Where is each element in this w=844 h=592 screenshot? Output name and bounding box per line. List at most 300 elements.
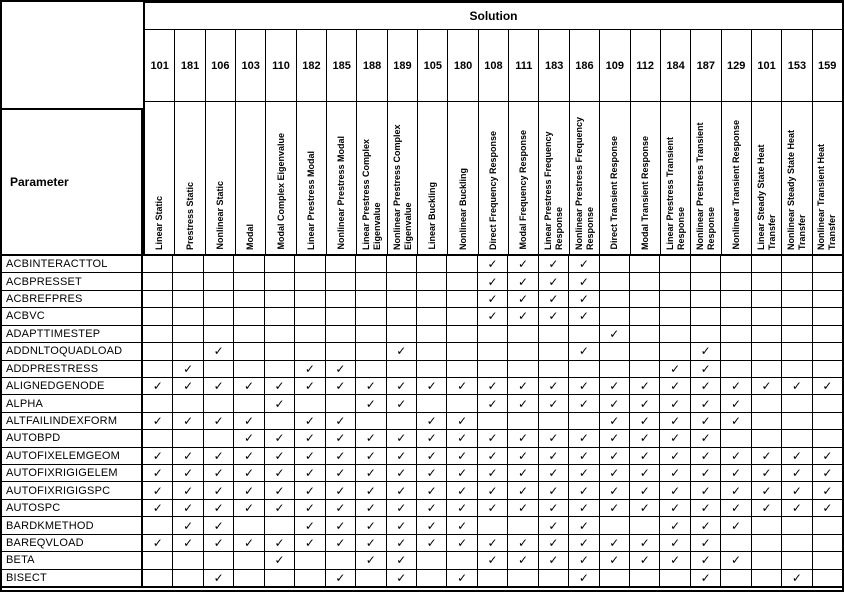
check-icon: ✓ — [670, 448, 681, 463]
check-cell — [447, 482, 477, 498]
solution-name-row — [143, 102, 842, 256]
check-cell — [234, 256, 264, 272]
check-icon: ✓ — [791, 483, 802, 498]
check-cell — [204, 378, 234, 394]
check-icon: ✓ — [548, 501, 559, 516]
check-cell — [782, 482, 812, 498]
check-cell — [691, 361, 721, 377]
check-cell — [478, 395, 508, 411]
check-cell — [813, 256, 842, 272]
check-icon: ✓ — [731, 379, 742, 394]
check-cell — [143, 343, 173, 359]
solution-number-cell: 182 — [297, 30, 327, 101]
check-cell — [478, 465, 508, 481]
parameter-row — [2, 273, 842, 290]
check-cell — [691, 273, 721, 289]
check-icon: ✓ — [578, 518, 589, 533]
check-cell — [569, 570, 599, 586]
check-cell — [417, 448, 447, 464]
check-icon: ✓ — [517, 274, 528, 289]
check-icon: ✓ — [761, 483, 772, 498]
check-cell — [752, 361, 782, 377]
solution-name-label: Prestress Static — [184, 181, 195, 250]
check-icon: ✓ — [517, 309, 528, 324]
check-cell — [539, 343, 569, 359]
check-cell — [234, 500, 264, 516]
solution-number-row — [143, 30, 842, 102]
check-cell — [417, 430, 447, 446]
check-cell — [265, 570, 295, 586]
check-cell — [630, 500, 660, 516]
parameter-row — [2, 465, 842, 482]
check-icon: ✓ — [335, 501, 346, 516]
check-cell — [295, 361, 325, 377]
check-icon: ✓ — [761, 466, 772, 481]
check-cell — [782, 430, 812, 446]
check-cell — [447, 517, 477, 533]
check-icon: ✓ — [274, 379, 285, 394]
check-icon: ✓ — [183, 414, 194, 428]
check-cell — [660, 430, 690, 446]
check-cell — [173, 256, 203, 272]
check-cell — [447, 465, 477, 481]
check-icon: ✓ — [609, 553, 620, 568]
solution-number-cell: 129 — [722, 30, 752, 101]
check-icon: ✓ — [731, 501, 742, 516]
check-icon: ✓ — [152, 448, 163, 463]
check-cell — [782, 465, 812, 481]
check-cell — [143, 378, 173, 394]
check-cell — [539, 482, 569, 498]
check-cell — [630, 430, 660, 446]
check-cell — [356, 308, 386, 324]
parameter-row — [2, 430, 842, 447]
check-icon: ✓ — [213, 483, 224, 498]
check-icon: ✓ — [517, 501, 528, 516]
solution-number-cell: 103 — [236, 30, 266, 101]
check-cell — [782, 343, 812, 359]
check-icon: ✓ — [457, 431, 468, 446]
check-icon: ✓ — [183, 501, 194, 516]
check-icon: ✓ — [396, 535, 407, 550]
check-icon: ✓ — [183, 466, 194, 481]
check-cell — [508, 552, 538, 568]
check-cell — [387, 395, 417, 411]
check-icon: ✓ — [700, 466, 711, 481]
check-cell — [265, 291, 295, 307]
check-cell — [265, 395, 295, 411]
check-cell — [539, 535, 569, 551]
check-icon: ✓ — [335, 448, 346, 463]
check-cell — [660, 256, 690, 272]
check-cell — [143, 465, 173, 481]
check-icon: ✓ — [639, 414, 650, 428]
check-cell — [204, 273, 234, 289]
check-cell — [691, 482, 721, 498]
check-icon: ✓ — [426, 535, 437, 550]
check-icon: ✓ — [578, 466, 589, 481]
check-cell — [234, 343, 264, 359]
check-cell — [204, 291, 234, 307]
solution-name-header — [297, 102, 327, 254]
solution-name-label: Direct Transient Response — [609, 136, 620, 250]
check-cell — [356, 517, 386, 533]
solution-name-label: Nonlinear Transient Response — [730, 120, 741, 250]
check-icon: ✓ — [700, 570, 711, 585]
check-cell — [782, 291, 812, 307]
check-cell — [234, 430, 264, 446]
check-icon: ✓ — [487, 292, 498, 307]
check-cell — [782, 413, 812, 429]
check-cell — [630, 413, 660, 429]
check-cell — [204, 482, 234, 498]
check-cell — [660, 448, 690, 464]
check-cell — [630, 378, 660, 394]
check-icon: ✓ — [304, 518, 315, 533]
parameter-header — [2, 108, 143, 256]
check-icon: ✓ — [670, 414, 681, 428]
check-icon: ✓ — [517, 379, 528, 394]
check-cell — [721, 308, 751, 324]
check-cell — [326, 308, 356, 324]
check-cell — [356, 378, 386, 394]
solution-number-cell: 187 — [691, 30, 721, 101]
check-cell — [265, 343, 295, 359]
check-cell — [326, 465, 356, 481]
check-cell — [204, 326, 234, 342]
check-cell — [387, 326, 417, 342]
check-cell — [813, 465, 842, 481]
check-icon: ✓ — [274, 466, 285, 481]
check-cell — [234, 326, 264, 342]
check-cell — [204, 343, 234, 359]
check-cell — [417, 570, 447, 586]
check-cell — [478, 343, 508, 359]
check-icon: ✓ — [670, 361, 681, 376]
check-cell — [569, 256, 599, 272]
check-cell — [752, 430, 782, 446]
check-icon: ✓ — [274, 431, 285, 446]
solution-number-cell: 108 — [479, 30, 509, 101]
solution-name-header — [266, 102, 296, 254]
solution-header-label: Solution — [469, 9, 518, 23]
check-cell — [356, 395, 386, 411]
check-icon: ✓ — [213, 570, 224, 585]
check-cell — [417, 308, 447, 324]
check-cell — [721, 570, 751, 586]
check-cell — [630, 395, 660, 411]
check-icon: ✓ — [609, 466, 620, 481]
solution-name-header — [539, 102, 569, 254]
check-cell — [600, 482, 630, 498]
check-cell — [721, 430, 751, 446]
check-icon: ✓ — [578, 431, 589, 446]
check-cell — [630, 291, 660, 307]
check-icon: ✓ — [365, 483, 376, 498]
check-cell — [660, 291, 690, 307]
solution-name-label: Linear Prestress Modal — [305, 150, 316, 250]
parameter-row — [2, 378, 842, 395]
check-cell — [265, 535, 295, 551]
check-icon: ✓ — [396, 501, 407, 516]
check-icon: ✓ — [335, 379, 346, 394]
check-cell — [539, 552, 569, 568]
check-icon: ✓ — [761, 501, 772, 516]
check-icon: ✓ — [548, 535, 559, 550]
check-icon: ✓ — [304, 501, 315, 516]
check-icon: ✓ — [244, 431, 255, 446]
check-icon: ✓ — [335, 483, 346, 498]
check-icon: ✓ — [457, 535, 468, 550]
check-cell — [600, 413, 630, 429]
check-icon: ✓ — [517, 431, 528, 446]
check-cell — [600, 570, 630, 586]
check-cell — [447, 256, 477, 272]
check-cell — [630, 361, 660, 377]
check-cell — [447, 291, 477, 307]
check-cell — [447, 378, 477, 394]
check-cell — [569, 482, 599, 498]
check-icon: ✓ — [517, 448, 528, 463]
check-cell — [265, 256, 295, 272]
check-cell — [691, 395, 721, 411]
check-icon: ✓ — [548, 483, 559, 498]
check-cell — [660, 378, 690, 394]
check-cell — [721, 361, 751, 377]
solution-number-cell: 112 — [631, 30, 661, 101]
check-cell — [813, 552, 842, 568]
check-cell — [143, 448, 173, 464]
check-cell — [204, 570, 234, 586]
check-cell — [173, 500, 203, 516]
check-cell — [326, 413, 356, 429]
parameter-name-cell: BAREQVLOAD — [2, 535, 143, 551]
solution-number-cell: 180 — [448, 30, 478, 101]
check-cell — [478, 430, 508, 446]
check-cell — [721, 343, 751, 359]
check-cell — [387, 448, 417, 464]
check-cell — [752, 343, 782, 359]
check-icon: ✓ — [639, 553, 650, 568]
solution-name-header — [448, 102, 478, 254]
check-cell — [265, 326, 295, 342]
check-cell — [295, 413, 325, 429]
check-cell — [173, 448, 203, 464]
check-cell — [478, 256, 508, 272]
check-cell — [782, 448, 812, 464]
check-cell — [782, 273, 812, 289]
check-icon: ✓ — [822, 448, 833, 463]
check-cell — [691, 535, 721, 551]
check-icon: ✓ — [426, 518, 437, 533]
check-cell — [143, 535, 173, 551]
check-icon: ✓ — [517, 553, 528, 568]
check-cell — [660, 500, 690, 516]
check-cell — [295, 430, 325, 446]
check-cell — [478, 326, 508, 342]
check-icon: ✓ — [731, 448, 742, 463]
check-cell — [356, 343, 386, 359]
check-cell — [752, 256, 782, 272]
check-cell — [569, 395, 599, 411]
check-icon: ✓ — [700, 344, 711, 359]
check-cell — [721, 552, 751, 568]
parameter-name-cell: ALIGNEDGENODE — [2, 378, 143, 394]
solution-name-header — [691, 102, 721, 254]
check-icon: ✓ — [426, 448, 437, 463]
check-icon: ✓ — [152, 414, 163, 428]
check-cell — [295, 273, 325, 289]
check-cell — [508, 256, 538, 272]
check-cell — [782, 256, 812, 272]
parameter-name-cell: ACBREFPRES — [2, 291, 143, 307]
check-icon: ✓ — [700, 501, 711, 516]
check-icon: ✓ — [426, 431, 437, 446]
check-cell — [782, 395, 812, 411]
check-icon: ✓ — [548, 396, 559, 411]
check-cell — [143, 482, 173, 498]
check-cell — [356, 552, 386, 568]
check-icon: ✓ — [578, 292, 589, 307]
check-icon: ✓ — [700, 535, 711, 550]
check-cell — [813, 308, 842, 324]
check-cell — [752, 552, 782, 568]
solution-name-header — [570, 102, 600, 254]
check-icon: ✓ — [365, 501, 376, 516]
check-icon: ✓ — [670, 379, 681, 394]
check-icon: ✓ — [457, 448, 468, 463]
check-cell — [691, 326, 721, 342]
check-icon: ✓ — [244, 414, 255, 428]
check-cell — [508, 517, 538, 533]
check-cell — [600, 465, 630, 481]
check-icon: ✓ — [548, 553, 559, 568]
check-icon: ✓ — [426, 466, 437, 481]
check-cell — [660, 570, 690, 586]
parameter-row — [2, 535, 842, 552]
check-icon: ✓ — [822, 466, 833, 481]
parameter-grid — [2, 256, 842, 588]
check-cell — [630, 570, 660, 586]
check-cell — [508, 448, 538, 464]
check-cell — [691, 343, 721, 359]
check-icon: ✓ — [548, 431, 559, 446]
check-icon: ✓ — [335, 431, 346, 446]
check-icon: ✓ — [791, 466, 802, 481]
check-icon: ✓ — [457, 466, 468, 481]
check-cell — [600, 500, 630, 516]
parameter-name-cell: AUTOFIXRIGIGELEM — [2, 465, 143, 481]
check-icon: ✓ — [487, 535, 498, 550]
check-icon: ✓ — [731, 483, 742, 498]
check-cell — [691, 256, 721, 272]
check-cell — [721, 378, 751, 394]
solution-name-header — [631, 102, 661, 254]
check-icon: ✓ — [487, 483, 498, 498]
check-icon: ✓ — [609, 414, 620, 428]
check-cell — [295, 570, 325, 586]
check-cell — [539, 395, 569, 411]
check-cell — [630, 448, 660, 464]
check-icon: ✓ — [639, 379, 650, 394]
check-cell — [265, 517, 295, 533]
parameter-row — [2, 552, 842, 569]
check-cell — [508, 291, 538, 307]
check-cell — [813, 430, 842, 446]
check-cell — [173, 552, 203, 568]
check-cell — [295, 308, 325, 324]
check-cell — [447, 308, 477, 324]
solution-number-cell: 188 — [357, 30, 387, 101]
check-cell — [691, 308, 721, 324]
solution-number-cell: 153 — [782, 30, 812, 101]
solution-number-cell: 101 — [145, 30, 175, 101]
solution-number-cell: 105 — [418, 30, 448, 101]
solution-number-cell: 106 — [206, 30, 236, 101]
check-icon: ✓ — [639, 448, 650, 463]
solution-name-label: Modal — [245, 224, 256, 250]
check-icon: ✓ — [578, 257, 589, 272]
check-cell — [387, 308, 417, 324]
solution-name-header — [418, 102, 448, 254]
check-cell — [752, 273, 782, 289]
check-icon: ✓ — [517, 483, 528, 498]
solution-name-label: Modal Transient Response — [639, 135, 650, 250]
parameter-name-cell: ACBVC — [2, 308, 143, 324]
check-cell — [387, 430, 417, 446]
check-cell — [691, 448, 721, 464]
check-cell — [447, 343, 477, 359]
solution-name-label: Modal Frequency Response — [518, 130, 529, 250]
solution-name-header — [813, 102, 842, 254]
check-cell — [600, 552, 630, 568]
check-cell — [508, 482, 538, 498]
check-icon: ✓ — [457, 483, 468, 498]
check-cell — [721, 500, 751, 516]
check-cell — [326, 291, 356, 307]
check-cell — [600, 273, 630, 289]
check-cell — [417, 482, 447, 498]
check-cell — [539, 448, 569, 464]
check-cell — [752, 482, 782, 498]
check-cell — [752, 326, 782, 342]
check-icon: ✓ — [670, 518, 681, 533]
check-icon: ✓ — [335, 570, 346, 585]
check-icon: ✓ — [152, 379, 163, 394]
check-cell — [752, 378, 782, 394]
check-cell — [204, 448, 234, 464]
check-cell — [478, 378, 508, 394]
solution-name-header — [661, 102, 691, 254]
check-cell — [569, 535, 599, 551]
check-icon: ✓ — [244, 501, 255, 516]
solution-number-cell: 101 — [752, 30, 782, 101]
check-cell — [569, 273, 599, 289]
check-cell — [204, 361, 234, 377]
check-cell — [326, 552, 356, 568]
check-icon: ✓ — [183, 448, 194, 463]
check-cell — [721, 256, 751, 272]
check-cell — [539, 517, 569, 533]
solution-number-cell: 111 — [509, 30, 539, 101]
check-cell — [387, 500, 417, 516]
check-cell — [813, 343, 842, 359]
check-cell — [447, 570, 477, 586]
check-cell — [173, 395, 203, 411]
check-cell — [204, 430, 234, 446]
check-cell — [630, 343, 660, 359]
check-cell — [660, 535, 690, 551]
